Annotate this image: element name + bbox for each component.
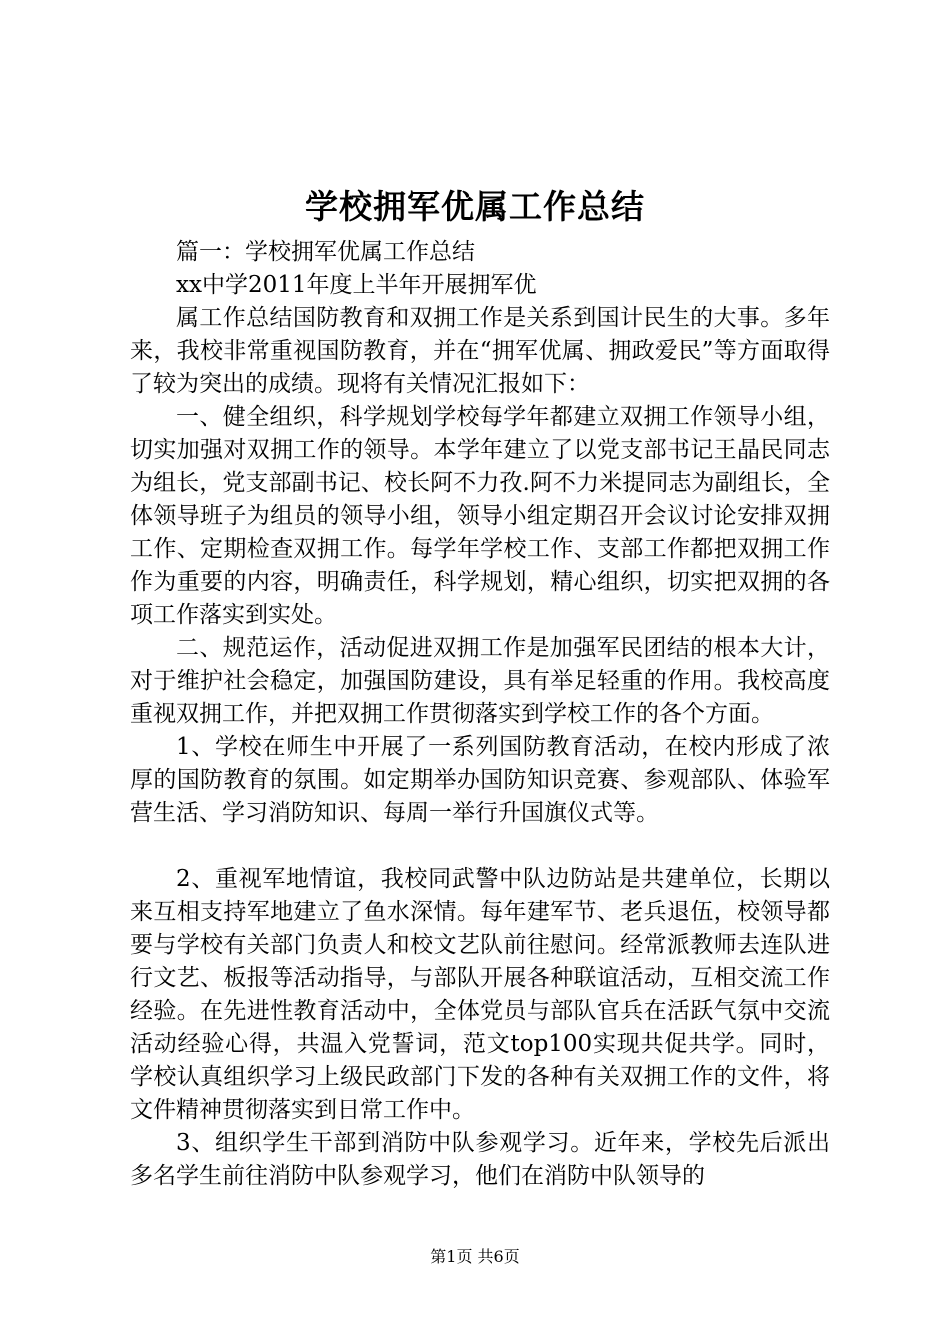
paragraph: 属工作总结国防教育和双拥工作是关系到国计民生的大事。多年来，我校非常重视国防教育，并在“拥军优属、拥政爱民”等方面取得了较为突出的成绩。现将有关情况汇报如下： xyxy=(130,305,830,397)
paragraph: xx中学2011年度上半年开展拥军优 xyxy=(176,272,537,298)
paragraph: 一、健全组织，科学规划学校每学年都建立双拥工作领导小组，切实加强对双拥工作的领导。本学年建立了以党支部书记王晶民同志为组长，党支部副书记、校长阿不力孜.阿不力米提同志为副组长，全体领导班子为组员的领导小组，领导小组定期召开会议讨论安排双拥工作、定期检查双拥工作。每学年学校工作、支部工作都把双拥工作作为重要的内容，明确责任，科学规划，精心组织，切实把双拥的各项工作落实到实处。 xyxy=(130,404,830,628)
page-number: 第1页 共6页 xyxy=(430,1247,520,1266)
paragraph: 2、重视军地情谊，我校同武警中队边防站是共建单位，长期以来互相支持军地建立了鱼水深情。每年建军节、老兵退伍，校领导都要与学校有关部门负责人和校文艺队前往慰问。经常派教师去连队进行文艺、板报等活动指导，与部队开展各种联谊活动，互相交流工作经验。在先进性教育活动中，全体党员与部队官兵在活跃气氛中交流活动经验心得，共温入党誓词，范文top100实现共促共学。同时，学校认真组织学习上级民政部门下发的各种有关双拥工作的文件，将文件精神贯彻落实到日常工作中。 xyxy=(130,866,830,1123)
document-title: 学校拥军优属工作总结 xyxy=(305,187,645,226)
document-body xyxy=(130,236,830,1193)
paragraph: 1、学校在师生中开展了一系列国防教育活动，在校内形成了浓厚的国防教育的氛围。如定期举办国防知识竞赛、参观部队、体验军营生活、学习消防知识、每周一举行升国旗仪式等。 xyxy=(130,734,830,826)
paragraph: 二、规范运作，活动促进双拥工作是加强军民团结的根本大计，对于维护社会稳定，加强国防建设，具有举足轻重的作用。我校高度重视双拥工作，并把双拥工作贯彻落实到学校工作的各个方面。 xyxy=(130,635,830,727)
paragraph: 篇一：学校拥军优属工作总结 xyxy=(176,239,475,265)
paragraph: 3、组织学生干部到消防中队参观学习。近年来，学校先后派出多名学生前往消防中队参观学习，他们在消防中队领导的 xyxy=(130,1130,830,1189)
